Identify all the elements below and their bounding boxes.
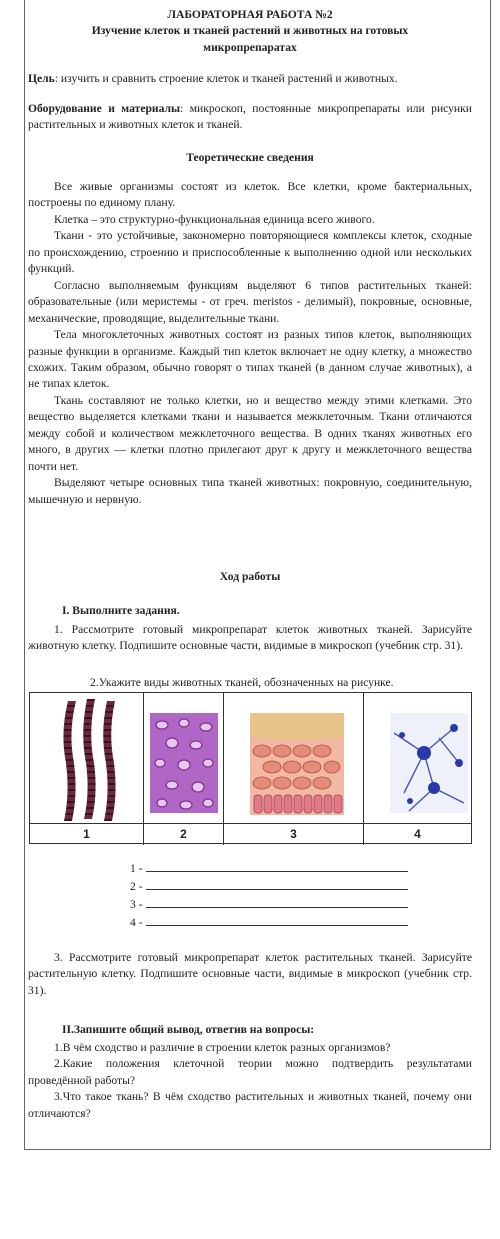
answer-blank-2[interactable] <box>130 880 410 893</box>
answer-blank-1[interactable] <box>130 862 410 875</box>
theory-paragraph: Согласно выполняемым функциям выделяют 6 типов растительных тканей: образовательные (или меристемы - от греч. meristos - делимый), покровные, основные, механические, проводящие, выделительные ткани. <box>28 278 472 325</box>
answer-blank-4[interactable] <box>130 916 410 929</box>
figure-number: 1 <box>30 824 144 845</box>
answer-line[interactable] <box>146 916 408 926</box>
question-2: 2.Какие положения клеточной теории можно подтвердить результатами проведённой работы? <box>28 1057 472 1087</box>
figure-number: 3 <box>224 824 364 845</box>
lab-title: ЛАБОРАТОРНАЯ РАБОТА №2 <box>167 8 333 21</box>
questions <box>28 1040 472 1122</box>
theory-paragraph: Ткани - это устойчивые, закономерно повторяющиеся комплексы клеток, сходные по происхождению, строению и приспособленные к выполнению одной или нескольких функций. <box>28 229 472 276</box>
nerve-tissue-image <box>364 693 471 823</box>
subtitle-line2: микропрепаратах <box>203 40 297 54</box>
goal-text: : изучить и сравнить строение клеток и тканей растений и животных. <box>54 72 398 85</box>
answer-line[interactable] <box>146 898 408 908</box>
work-heading: Ход работы <box>219 570 281 583</box>
task3: 3. Рассмотрите готовый микропрепарат клеток растительных тканей. Зарисуйте растительную клетку. Подпишите основные части, видимые в микроскоп (учебник стр. 31). <box>28 951 472 997</box>
figure-number: 2 <box>144 824 224 845</box>
epithelium-tissue-image <box>224 693 364 823</box>
tissue-figure-table <box>29 692 472 844</box>
question-3: 3.Что такое ткань? В чём сходство растительных и животных тканей, почему они отличаются? <box>28 1090 472 1120</box>
equipment <box>28 101 472 134</box>
blank-label: 2 - <box>130 880 143 893</box>
question-1: 1.В чём сходство и различие в строении клеток разных организмов? <box>54 1041 391 1054</box>
blank-label: 3 - <box>130 898 143 911</box>
equipment-label: Оборудование и материалы <box>28 102 181 115</box>
answer-line[interactable] <box>146 862 408 872</box>
theory-paragraph: Все живые организмы состоят из клеток. Все клетки, кроме бактериальных, построены по единому плану. <box>28 180 472 210</box>
theory-paragraph: Выделяют четыре основных типа тканей животных: покровную, соединительную, мышечную и нервную. <box>28 476 472 506</box>
cartilage-tissue-image <box>144 693 224 823</box>
answer-blank-3[interactable] <box>130 898 410 911</box>
task2: 2.Укажите виды животных тканей, обозначенных на рисунке. <box>90 676 394 689</box>
equipment-text: : микроскоп, постоянные микропрепараты или рисунки растительных и животных клеток и тканей. <box>28 102 472 132</box>
figure-cell-epithelium <box>224 693 364 823</box>
subtitle-line1: Изучение клеток и тканей растений и животных на готовых <box>91 24 409 38</box>
blank-label: 4 - <box>130 916 143 929</box>
section2-title: II.Запишите общий вывод, ответив на вопросы: <box>62 1023 315 1036</box>
answer-line[interactable] <box>146 880 408 890</box>
goal <box>28 71 472 87</box>
theory-body <box>28 179 472 508</box>
figure-cell-muscle <box>30 693 144 823</box>
figure-number: 4 <box>414 827 421 841</box>
section1-title: I. Выполните задания. <box>62 604 180 617</box>
figure-number-row <box>30 823 471 844</box>
muscle-tissue-image <box>30 693 144 823</box>
theory-paragraph: Тела многоклеточных животных состоят из разных типов клеток, выполняющих разные функции в организме. Каждый тип клеток включает не одну клетку, а множество схожих. Таким образом, обычно говорят о типах тканей (в данном случае животных), а не типах клеток. <box>28 328 472 391</box>
task1: 1. Рассмотрите готовый микропрепарат клеток животных тканей. Зарисуйте животную клетку. Подпишите основные части, видимые в микроскоп (учебник стр. 31). <box>28 623 472 653</box>
goal-label: Цель <box>28 72 55 85</box>
header <box>28 7 472 56</box>
figure-cell-cartilage <box>144 693 224 823</box>
blank-label: 1 - <box>130 862 143 875</box>
figure-cell-nerve <box>364 693 471 823</box>
theory-paragraph: Ткань составляют не только клетки, но и вещество между этими клетками. Это вещество выделяется клетками ткани и называется межклеточным. Ткани отличаются между собой и количеством межклеточного вещества. В одних тканях животных его много, в других — клетки плотно прилегают друг к другу и межклеточного вещества почти нет. <box>28 393 472 473</box>
theory-heading: Теоретические сведения <box>186 151 314 164</box>
theory-paragraph: Клетка – это структурно-функциональная единица всего живого. <box>54 212 375 226</box>
